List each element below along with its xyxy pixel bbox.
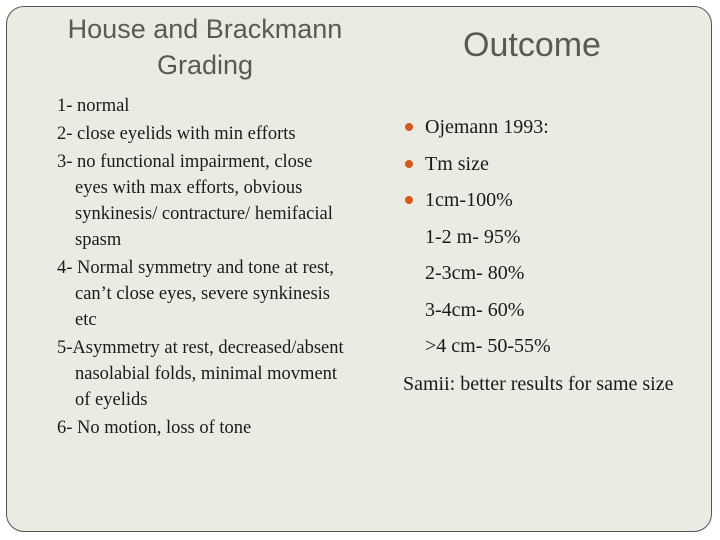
outcome-item — [403, 259, 703, 287]
grade-2-item: 2- close eyelids with min efforts — [57, 124, 296, 144]
outcome-item-text: >4 cm- 50-55% — [425, 335, 551, 357]
outcome-item — [403, 369, 703, 400]
bullet-dot-icon — [405, 160, 413, 168]
outcome-item-text: 1cm-100% — [425, 189, 513, 211]
left-title-line-2: Grading — [156, 50, 254, 80]
outcome-item — [403, 296, 703, 324]
outcome-item-text: 1-2 m- 95% — [425, 225, 521, 248]
right-column-title: Outcome — [463, 26, 601, 64]
outcome-list — [403, 113, 703, 408]
grade-1-item: 1- normal — [57, 96, 130, 116]
grade-5-item: 5-Asymmetry at rest, decreased/absent nasolabial folds, minimal movment of eyelids — [57, 338, 344, 410]
outcome-item — [403, 332, 703, 360]
grade-6-item: 6- No motion, loss of tone — [57, 418, 252, 438]
outcome-item-text: Ojemann 1993: — [425, 116, 549, 138]
bullet-dot-icon — [405, 123, 413, 131]
slide — [6, 6, 712, 532]
outcome-item-text: Tm size — [425, 152, 489, 175]
outcome-item — [403, 186, 703, 214]
left-title-line-1: House and Brackmann — [67, 14, 343, 44]
outcome-item-text: 2-3cm- 80% — [425, 262, 525, 284]
outcome-item-text: Samii: better results for same size — [403, 372, 674, 395]
grade-4-item: 4- Normal symmetry and tone at rest, can’t close eyes, severe synkinesis etc — [57, 258, 334, 330]
outcome-item-text: 3-4cm- 60% — [425, 298, 525, 321]
grading-list — [57, 93, 347, 443]
outcome-item — [403, 113, 703, 141]
bullet-dot-icon — [405, 196, 413, 204]
outcome-item — [403, 150, 703, 178]
left-column-title — [25, 11, 385, 83]
outcome-item — [403, 223, 703, 251]
grade-3-item: 3- no functional impairment, close eyes with max efforts, obvious synkinesis/ contracture/ hemifacial spasm — [57, 152, 333, 250]
